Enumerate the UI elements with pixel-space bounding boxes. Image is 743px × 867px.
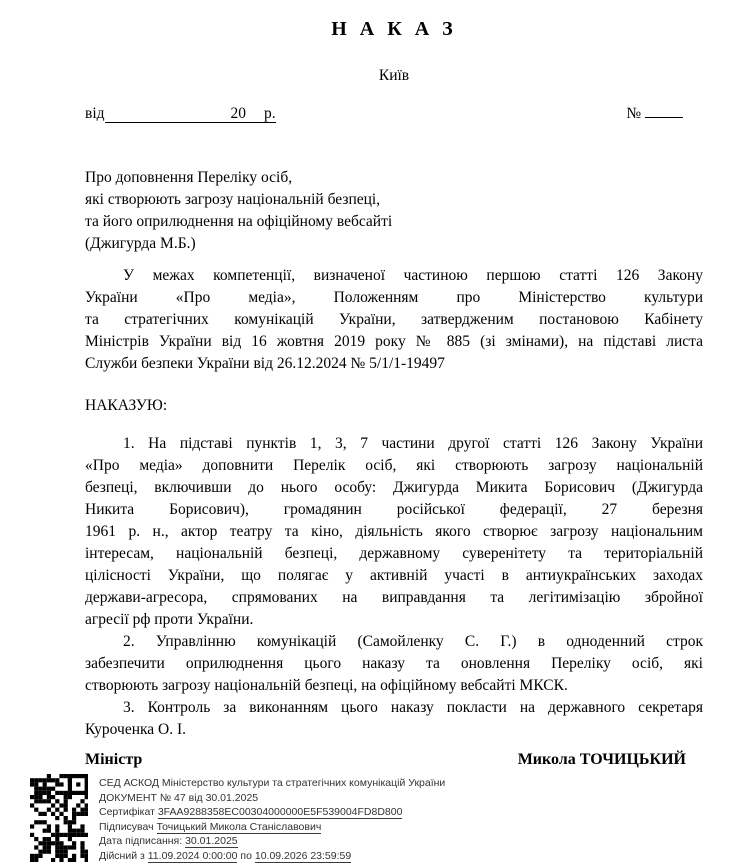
text-line: цілісності України, що полягає у активній участі в антиукраїнських заходах <box>85 567 703 584</box>
stamp-system-line: СЕД АСКОД Міністерство культури та стратегічних комунікацій України <box>99 777 446 789</box>
stamp-sign-date-line <box>99 834 445 849</box>
signer-position: Міністр <box>85 751 143 768</box>
number-sign: № <box>626 105 642 122</box>
text-line: 2. Управлінню комунікацій (Самойленку С. Г.) в одноденний строк <box>123 633 703 650</box>
date-prefix: від <box>85 105 105 122</box>
text-line: забезпечити оприлюднення цього наказу та оновлення Переліку осіб, які <box>85 655 703 672</box>
text-line: Міністрів України від 16 жовтня 2019 року № 885 (зі змінами), на підставі листа <box>85 333 703 350</box>
date-suffix: р. <box>264 105 276 122</box>
text-line: 3. Контроль за виконанням цього наказу покласти на державного секретаря <box>123 699 703 716</box>
order-items <box>85 433 703 741</box>
certificate-value: 3FAA9288358EC00304000000E5F539004FD8D800 <box>157 806 403 819</box>
stamp-text-block <box>99 774 445 864</box>
text-line: У межах компетенції, визначеної частиною першою статті 126 Закону <box>123 267 703 284</box>
stamp-validity-line <box>99 849 445 864</box>
text-line: створюють загрозу національній безпеці, на офіційному вебсайті МКСК. <box>85 677 568 694</box>
signer-label: Підписувач <box>99 820 154 833</box>
digital-signature-stamp <box>30 774 703 864</box>
text-line: «Про медіа» доповнити Перелік осіб, які створюють загрозу національній <box>85 457 703 474</box>
text-line: безпеці, включивши до нього особу: Джигурда Микита Борисович (Джигурда <box>85 479 703 496</box>
text-line: 1. На підставі пунктів 1, 3, 7 частини другої статті 126 Закону України <box>123 435 703 452</box>
qr-code-icon <box>30 774 88 862</box>
signer-value: Точицький Микола Станіславович <box>156 820 322 833</box>
text-line: які створюють загрозу національній безпеці, <box>85 191 381 208</box>
signature-row <box>85 751 703 769</box>
text-line: 1961 р. н., актор театру та кіно, діяльність якого створює загрозу національним <box>85 523 703 540</box>
certificate-label: Сертифікат <box>99 806 155 819</box>
subject-block <box>85 167 703 255</box>
number-blank-group <box>626 105 703 123</box>
number-blank-line <box>645 117 683 118</box>
date-number-row <box>85 105 703 123</box>
text-line: та його оприлюднення на офіційному вебсайті <box>85 213 393 230</box>
validity-mid: по <box>240 849 252 862</box>
validity-prefix: Дійсний з <box>99 849 145 862</box>
text-line: Служби безпеки України від 26.12.2024 № 5/1/1-19497 <box>85 355 445 372</box>
text-line: інтересам, національній безпеці, державному суверенітету та територіальній <box>85 545 703 562</box>
stamp-certificate-line <box>99 805 445 820</box>
document-title: Н А К А З <box>331 18 457 40</box>
order-item-3 <box>85 697 703 741</box>
text-line: Куроченка О. І. <box>85 721 187 738</box>
text-line: та стратегічних комунікацій України, затвердженим постановою Кабінету <box>85 311 703 328</box>
stamp-signer-line <box>99 820 445 835</box>
text-line: держави-агресора, спрямованих на виправдання та легітимізацію збройної <box>85 589 703 606</box>
text-line: (Джигурда М.Б.) <box>85 235 196 252</box>
order-item-2 <box>85 631 703 697</box>
signer-name: Микола ТОЧИЦЬКИЙ <box>517 751 686 768</box>
validity-from: 11.09.2024 0:00:00 <box>147 849 238 862</box>
text-line: агресії рф проти України. <box>85 611 254 628</box>
stamp-document-line: ДОКУМЕНТ № 47 від 30.01.2025 <box>99 791 259 804</box>
text-line: України «Про медіа», Положенням про Міністерство культури <box>85 289 703 306</box>
date-blank-line <box>105 105 276 123</box>
city-label: Київ <box>378 67 410 84</box>
order-word: НАКАЗУЮ: <box>85 397 168 414</box>
validity-to: 10.09.2026 23:59:59 <box>254 849 352 862</box>
text-line: Никита Борисович), громадянин російської федерації, 27 березня <box>85 501 703 518</box>
text-line: Про доповнення Переліку осіб, <box>85 169 293 186</box>
date-year: 20 <box>230 105 247 122</box>
order-item-1 <box>85 433 703 631</box>
sign-date-label: Дата підписання: <box>99 835 183 848</box>
preamble-paragraph <box>85 265 703 375</box>
date-blank-group <box>85 105 276 123</box>
sign-date-value: 30.01.2025 <box>185 835 238 848</box>
